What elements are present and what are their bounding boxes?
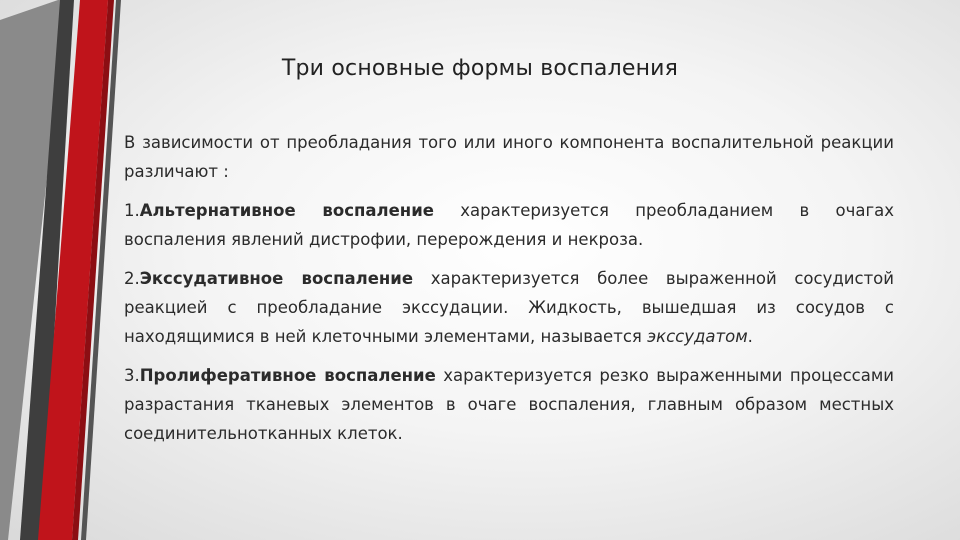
item-number: 3. xyxy=(124,366,140,385)
item-number: 2. xyxy=(124,269,140,288)
list-item-proliferative xyxy=(124,361,894,448)
item-number: 1. xyxy=(124,201,140,220)
item-term: Экссудативное воспаление xyxy=(139,269,414,288)
slide-body xyxy=(124,128,894,458)
item-term: Пролиферативное воспаление xyxy=(139,366,436,385)
item-italic-term: экссудатом xyxy=(647,327,748,346)
item-term: Альтернативное воспаление xyxy=(139,201,434,220)
item-end: . xyxy=(747,327,753,346)
item-text: характеризуется резко выраженными процессами разрастания тканевых элементов в очаге воспаления, главным образом местных соединительнотканных клеток. xyxy=(124,366,894,443)
list-item-exudative xyxy=(124,264,894,351)
intro-paragraph: В зависимости от преобладания того или иного компонента воспалительной реакции различают : xyxy=(124,133,894,181)
item-text: характеризуется преобладанием в очагах воспаления явлений дистрофии, перерождения и некроза. xyxy=(124,201,894,249)
slide-title: Три основные формы воспаления xyxy=(281,56,679,81)
list-item-alternative xyxy=(124,196,894,254)
item-text: характеризуется более выраженной сосудистой реакцией с преобладание экссудации. Жидкость, вышедшая из сосудов с находящимися в ней клеточными элементами, называется xyxy=(124,269,895,346)
